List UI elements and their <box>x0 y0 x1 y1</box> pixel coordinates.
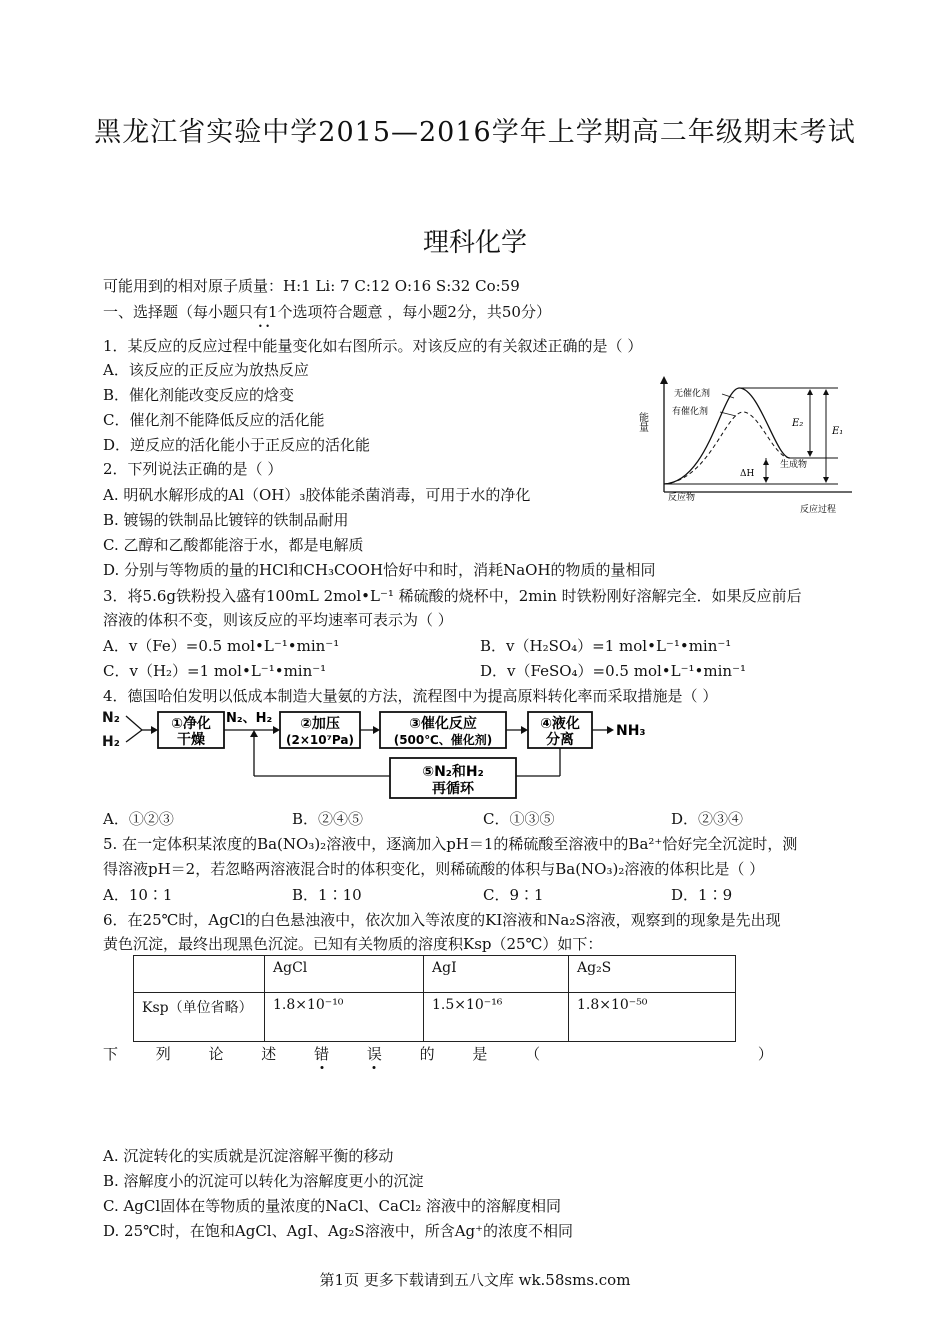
flow-step4-line1: ④液化 <box>540 716 580 732</box>
q3-stem-line1: 3．将5.6g铁粉投入盛有100mL 2mol•L⁻¹ 稀硫酸的烧杯中，2min 时铁粉刚好溶解完全．如果反应前后 <box>103 587 802 605</box>
flow-step1-line1: ①净化 <box>171 716 211 732</box>
section-heading: 一、选择题（每小题只有1个选项符合题意 ，每小题2分，共50分） <box>103 303 551 321</box>
q2-option-a: A. 明矾水解形成的Al（OH）₃胶体能杀菌消毒，可用于水的净化 <box>103 486 531 504</box>
table-cell: 1.8×10⁻¹⁰ <box>265 993 424 1042</box>
q5-option-d: D．1∶9 <box>671 886 733 904</box>
q4-option-d: D．②③④ <box>671 810 744 828</box>
q1-option-a: A．该反应的正反应为放热反应 <box>103 361 309 379</box>
q1-stem: 1．某反应的反应过程中能量变化如右图所示。对该反应的有关叙述正确的是（ ） <box>103 337 643 355</box>
question-char: （ <box>525 1045 541 1063</box>
q3-stem-line2: 溶液的体积不变，则该反应的平均速率可表示为（ ） <box>103 611 453 629</box>
q6-option-b: B. 溶解度小的沉淀可以转化为溶解度更小的沉淀 <box>103 1172 424 1190</box>
q2-option-b: B. 镀锡的铁制品比镀锌的铁制品耐用 <box>103 511 349 529</box>
table-row-label: Ksp（单位省略） <box>134 993 265 1042</box>
q1-option-c: C．催化剂不能降低反应的活化能 <box>103 411 325 429</box>
question-char: 的 <box>419 1045 435 1063</box>
question-char: 是 <box>472 1045 488 1063</box>
q6-stem-line2: 黄色沉淀，最终出现黑色沉淀。已知有关物质的溶度积Ksp（25℃）如下： <box>103 935 603 953</box>
flow-output-nh3: NH₃ <box>616 723 646 739</box>
table-cell: Ag₂S <box>569 956 736 993</box>
q1-option-d: D．逆反应的活化能小于正反应的活化能 <box>103 436 371 454</box>
q4-stem: 4．德国哈伯发明以低成本制造大量氨的方法，流程图中为提高原料转化率而采取措施是（ ） <box>103 687 718 705</box>
table-cell: AgI <box>424 956 569 993</box>
q5-stem-line2: 得溶液pH＝2，若忽略两溶液混合时的体积变化，则稀硫酸的体积与Ba(NO₃)₂溶液的体积比是（ ） <box>103 860 765 878</box>
q5-option-b: B．1∶10 <box>292 886 362 904</box>
delta-h-label: ΔH <box>740 469 755 479</box>
question-char: 述 <box>261 1045 277 1063</box>
subject-title: 理科化学 <box>422 228 527 258</box>
table-cell: 1.8×10⁻⁵⁰ <box>569 993 736 1042</box>
haber-flowchart <box>100 706 680 802</box>
q6-option-c: C. AgCl固体在等物质的量浓度的NaCl、CaCl₂ 溶液中的溶解度相同 <box>103 1197 562 1215</box>
flow-step2-line2: (2×10⁷Pa) <box>286 733 354 747</box>
energy-xlabel: 反应过程 <box>800 505 837 515</box>
question-char: 论 <box>208 1045 224 1063</box>
flow-step2-line1: ②加压 <box>300 716 340 732</box>
flow-input-h2: H₂ <box>102 734 120 750</box>
question-char: 下 <box>103 1045 119 1063</box>
reactant-label: 反应物 <box>668 493 696 503</box>
q5-option-a: A．10∶1 <box>103 886 173 904</box>
flow-step4-line2: 分离 <box>546 732 574 748</box>
e2-label: E₂ <box>792 418 804 429</box>
q3-option-d: D．v（FeSO₄）=0.5 mol•L⁻¹•min⁻¹ <box>480 662 746 680</box>
page-title: 黑龙江省实验中学2015—2016学年上学期高二年级期末考试 <box>94 117 856 148</box>
flow-mid-label: N₂、H₂ <box>226 711 273 726</box>
q5-stem-line1: 5. 在一定体积某浓度的Ba(NO₃)₂溶液中，逐滴加入pH＝1的稀硫酸至溶液中的Ba²⁺恰好完全沉淀时，测 <box>103 835 798 853</box>
energy-ylabel: 能量 <box>636 412 648 432</box>
table-row <box>134 993 736 1042</box>
q6-stem-line1: 6．在25℃时，AgCl的白色悬浊液中，依次加入等浓度的KI溶液和Na₂S溶液，观察到的现象是先出现 <box>103 911 781 929</box>
question-char-emphasized: 错 <box>314 1045 330 1063</box>
q3-option-c: C．v（H₂）=1 mol•L⁻¹•min⁻¹ <box>103 662 327 680</box>
q6-option-d: D. 25℃时，在饱和AgCl、AgI、Ag₂S溶液中，所含Ag⁺的浓度不相同 <box>103 1222 574 1240</box>
q6-question-line <box>103 1043 773 1065</box>
q3-option-b: B．v（H₂SO₄）=1 mol•L⁻¹•min⁻¹ <box>480 637 732 655</box>
q4-option-a: A．①②③ <box>103 810 174 828</box>
atomic-masses: 可能用到的相对原子质量：H:1 Li: 7 C:12 O:16 S:32 Co:59 <box>103 277 520 295</box>
flow-step1-line2: 干燥 <box>177 732 205 748</box>
q3-option-a: A．v（Fe）=0.5 mol•L⁻¹•min⁻¹ <box>103 637 340 655</box>
with-catalyst-label: 有催化剂 <box>672 407 709 417</box>
q4-option-b: B．②④⑤ <box>292 810 364 828</box>
energy-diagram <box>636 372 860 520</box>
q1-option-b: B．催化剂能改变反应的焓变 <box>103 386 295 404</box>
flow-step3-line2: (500℃、催化剂) <box>393 733 493 747</box>
question-char: ） <box>757 1045 773 1063</box>
q4-option-c: C．①③⑤ <box>483 810 555 828</box>
q2-option-d: D. 分别与等物质的量的HCl和CH₃COOH恰好中和时，消耗NaOH的物质的量相同 <box>103 561 656 579</box>
no-catalyst-label: 无催化剂 <box>674 389 711 399</box>
flow-step5-line2: 再循环 <box>432 781 474 797</box>
product-label: 生成物 <box>780 460 808 470</box>
flow-step5-line1: ⑤N₂和H₂ <box>422 764 484 780</box>
q5-option-c: C．9∶1 <box>483 886 544 904</box>
table-cell: 1.5×10⁻¹⁶ <box>424 993 569 1042</box>
emphasis-dots: • • <box>258 322 270 331</box>
flow-input-n2: N₂ <box>102 710 120 726</box>
question-char: 列 <box>155 1045 171 1063</box>
q2-option-c: C. 乙醇和乙酸都能溶于水，都是电解质 <box>103 536 364 554</box>
e1-label: E₁ <box>832 426 844 437</box>
ksp-table <box>133 955 736 1042</box>
table-cell <box>134 956 265 993</box>
q6-option-a: A. 沉淀转化的实质就是沉淀溶解平衡的移动 <box>103 1147 394 1165</box>
flow-step3-line1: ③催化反应 <box>409 716 477 732</box>
q2-stem: 2．下列说法正确的是（ ） <box>103 460 283 478</box>
table-row <box>134 956 736 993</box>
table-cell: AgCl <box>265 956 424 993</box>
question-char-emphasized: 误 <box>366 1045 382 1063</box>
page-footer: 第1页 更多下载请到五八文库 wk.58sms.com <box>319 1271 631 1289</box>
